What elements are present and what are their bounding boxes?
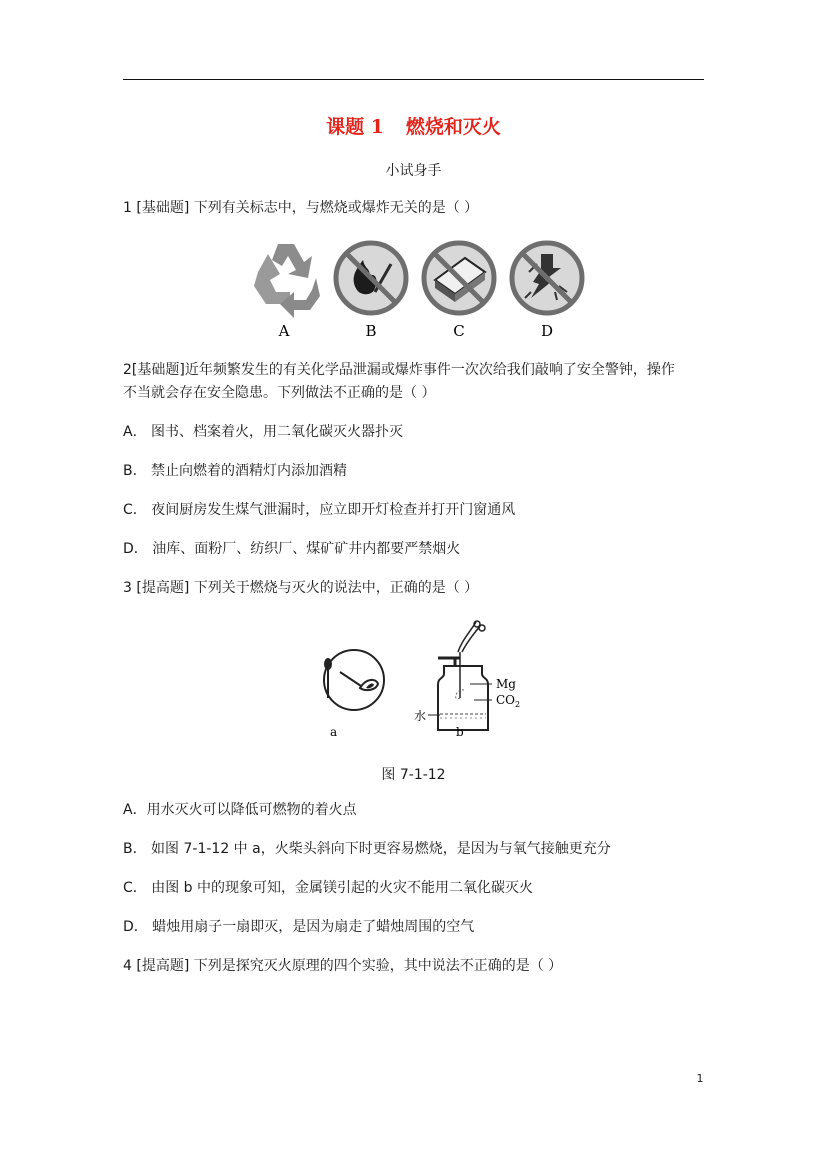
figure-label-b: b — [456, 725, 464, 739]
question-1-stem: 1 [基础题] 下列有关标志中，与燃烧或爆炸无关的是（ ） — [123, 200, 479, 216]
question-2-stem-line-2: 不当就会存在安全隐患。下列做法不正确的是（ ） — [123, 385, 436, 401]
magnesium-co2-diagram — [428, 621, 492, 730]
safety-signs-svg — [244, 236, 590, 344]
question-3-option-c: C． 由图 b 中的现象可知，金属镁引起的火灾不能用二氧化碳灭火 — [123, 880, 534, 896]
question-2-option-b: B． 禁止向燃着的酒精灯内添加酒精 — [123, 463, 348, 479]
question-2-option-c: C． 夜间厨房发生煤气泄漏时，应立即开灯检查并打开门窗通风 — [123, 502, 516, 518]
question-2-option-a: A． 图书、档案着火，用二氧化碳灭火器扑灭 — [123, 424, 404, 440]
page-number: 1 — [696, 1072, 704, 1085]
question-3-stem: 3 [提高题] 下列关于燃烧与灭火的说法中，正确的是（ ） — [123, 580, 479, 596]
label-water: 水 — [414, 709, 427, 723]
question-3-option-a: A．用水灭火可以降低可燃物的着火点 — [123, 802, 357, 818]
question-2-stem-line-1: 2[基础题]近年频繁发生的有关化学品泄漏或爆炸事件一次次给我们敲响了安全警钟，操作 — [123, 362, 675, 378]
figure-label-a: A — [278, 322, 290, 340]
question-3-figure — [310, 618, 530, 742]
label-mg: Mg — [496, 677, 516, 691]
experiment-figure-svg — [310, 618, 530, 742]
figure-label-d: D — [540, 322, 554, 340]
no-fire-icon — [336, 243, 406, 313]
figure-caption: 图 7-1-12 — [381, 767, 446, 783]
question-4-stem: 4 [提高题] 下列是探究灭火原理的四个实验，其中说法不正确的是（ ） — [123, 958, 563, 974]
header-rule — [123, 79, 704, 80]
figure-label-c: C — [453, 322, 465, 340]
section-heading: 小试身手 — [385, 163, 442, 179]
question-2-option-d: D． 油库、面粉厂、纺织厂、煤矿矿井内都要严禁烟火 — [123, 541, 461, 557]
label-co2: $CO_2$ — [496, 693, 521, 709]
recycle-icon — [254, 244, 320, 318]
question-1-figure — [244, 236, 590, 344]
title-text: 燃烧和灭火 — [405, 116, 501, 138]
no-matches-icon — [424, 243, 494, 313]
no-fireworks-icon — [512, 243, 582, 313]
title-number: 课题 1 — [326, 116, 384, 138]
match-experiment-diagram — [324, 650, 384, 710]
figure-label-a: a — [330, 725, 338, 739]
question-3-option-b: B． 如图 7-1-12 中 a，火柴头斜向下时更容易燃烧，是因为与氧气接触更充分 — [123, 841, 611, 857]
figure-label-b: B — [365, 322, 377, 340]
question-3-option-d: D． 蜡烛用扇子一扇即灭，是因为扇走了蜡烛周围的空气 — [123, 919, 475, 935]
page-title — [0, 112, 827, 139]
